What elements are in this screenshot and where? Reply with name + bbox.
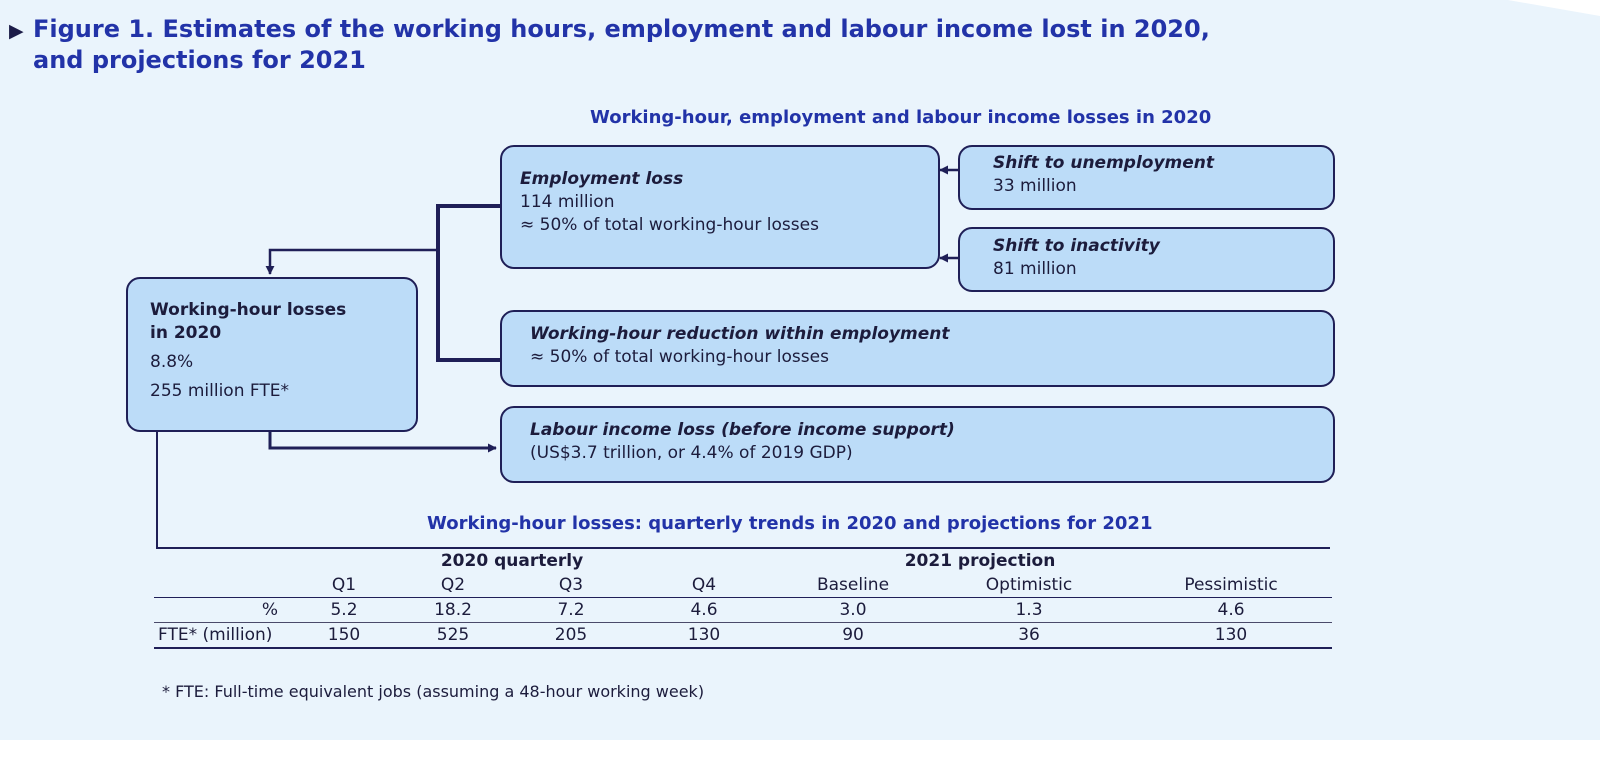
table-cell: 1.3 [928,598,1130,623]
table-row [154,623,1332,649]
income-loss-value: (US$3.7 trillion, or 4.4% of 2019 GDP) [530,443,853,463]
column-header: Q2 [394,573,512,598]
shift-inactivity-heading: Shift to inactivity [993,236,1160,256]
hour-reduction-box [500,310,1335,387]
working-hour-losses-percent: 8.8% [150,352,194,372]
table-cell: 7.2 [512,598,630,623]
table-cell: 4.6 [1130,598,1332,623]
employment-loss-box [500,145,940,269]
group-2020-label: 2020 quarterly [440,551,584,571]
row-label: % [154,598,294,623]
shift-inactivity-box [958,227,1335,292]
table-row [154,598,1332,623]
employment-loss-heading: Employment loss [520,169,684,189]
quarterly-table [154,549,1332,649]
loss-arrow [270,250,438,274]
table-cell: 130 [630,623,778,649]
employment-loss-value: 114 million [520,192,615,212]
figure-title-line1: Figure 1. Estimates of the working hours, employment and labour income lost in 2020, [33,15,1210,43]
table-cell: 4.6 [630,598,778,623]
shift-unemployment-heading: Shift to unemployment [993,153,1215,173]
table-cell: 150 [294,623,394,649]
income-loss-heading: Labour income loss (before income support) [530,420,955,440]
column-header: Q4 [630,573,778,598]
group-header-row [154,549,1332,573]
table-cell: 5.2 [294,598,394,623]
hour-reduction-share: ≈ 50% of total working-hour losses [530,347,829,367]
triangle-marker-icon: ▶ [9,20,24,42]
row-label: FTE* (million) [154,623,294,649]
table-cell: 205 [512,623,630,649]
table-cell: 36 [928,623,1130,649]
column-header: Q1 [294,573,394,598]
working-hour-losses-heading-1: Working-hour losses [150,300,347,320]
group-2021-label: 2021 projection [904,551,1056,571]
column-header: Optimistic [928,573,1130,598]
income-loss-box [500,406,1335,483]
table-cell: 18.2 [394,598,512,623]
shift-inactivity-value: 81 million [993,259,1077,279]
branch-connector [438,206,500,360]
employment-loss-share: ≈ 50% of total working-hour losses [520,215,819,235]
footnote: * FTE: Full-time equivalent jobs (assuming a 48-hour working week) [162,682,705,701]
shift-unemployment-value: 33 million [993,176,1077,196]
diagram-subtitle: Working-hour, employment and labour income losses in 2020 [590,107,1212,128]
quarterly-subtitle: Working-hour losses: quarterly trends in 2020 and projections for 2021 [427,513,1153,534]
figure-title-line2: and projections for 2021 [33,46,366,74]
column-header-row [154,573,1332,598]
shift-unemployment-box [958,145,1335,210]
table-cell: 90 [778,623,928,649]
hour-reduction-heading: Working-hour reduction within employment [530,324,950,344]
table-cell: 3.0 [778,598,928,623]
table-cell: 130 [1130,623,1332,649]
income-arrow [270,432,496,448]
working-hour-losses-fte: 255 million FTE* [150,381,289,401]
working-hour-losses-heading-2: in 2020 [150,323,222,343]
column-header: Q3 [512,573,630,598]
column-header: Pessimistic [1130,573,1332,598]
column-header: Baseline [778,573,928,598]
table-cell: 525 [394,623,512,649]
working-hour-losses-box [126,277,418,432]
